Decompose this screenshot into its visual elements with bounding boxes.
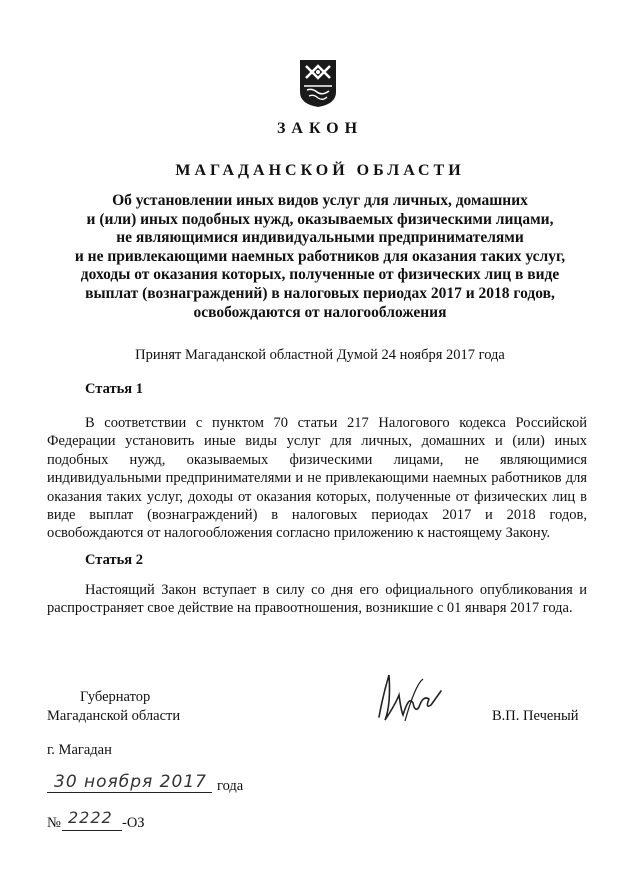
handwritten-signature (375, 665, 445, 725)
subject-line: Об установлении иных видов услуг для личных, домашних (112, 192, 528, 209)
region-title: МАГАДАНСКОЙ ОБЛАСТИ (175, 162, 465, 179)
adoption-note: Принят Магаданской областной Думой 24 ноября 2017 года (135, 347, 505, 363)
law-number-suffix: -ОЗ (122, 815, 145, 831)
subject-line: освобождаются от налогообложения (193, 303, 447, 321)
coat-of-arms-emblem (298, 58, 338, 108)
signatory-region: Магаданской области (47, 708, 181, 724)
signatory-position: Губернатор (80, 689, 151, 705)
article-1-heading: Статья 1 (85, 381, 143, 397)
subject-line: доходы от оказания которых, полученные от физических лиц в виде (80, 266, 560, 284)
handwritten-law-number: 2222 (68, 808, 113, 827)
date-year-word: года (217, 778, 244, 794)
signatory-name: В.П. Печеный (492, 708, 579, 724)
article-1-text: В соответствии с пунктом 70 статьи 217 Налогового кодекса Российской Федерации установить иные виды услуг для личных, домашних и (или) иных подобных нужд, оказываемых физическими лицами, не являющимися индивидуальными предпринимателями и не привлекающими наемных работников для оказания таких услуг, доходы от оказания которых, полученные от физических лиц в виде выплат (вознаграждений) в налоговых периодах 2017 и 2018 годов, освобождаются от налогообложения согласно приложению к настоящему Закону. (47, 415, 587, 542)
article-2-text: Настоящий Закон вступает в силу со дня его официального опубликования и распространяет свое действие на правоотношения, возникшие с 01 января 2017 года. (47, 582, 587, 617)
article-2-heading: Статья 2 (85, 552, 143, 568)
law-title: ЗАКОН (276, 120, 364, 137)
subject-line: выплат (вознаграждений) в налоговых периодах 2017 и 2018 годов, (85, 284, 555, 302)
city-name: г. Магадан (47, 742, 112, 758)
subject-line: не являющимися индивидуальными предпринимателями (116, 229, 524, 247)
date-underline (47, 792, 212, 793)
subject-line: и (или) иных подобных нужд, оказываемых физическими лицами, (86, 210, 554, 228)
number-sign: № (47, 815, 61, 831)
handwritten-date: 30 ноября 2017 (54, 772, 207, 792)
law-subject (30, 192, 610, 322)
subject-line: и не привлекающими наемных работников для оказания таких услуг, (74, 247, 566, 265)
number-underline (62, 830, 122, 831)
